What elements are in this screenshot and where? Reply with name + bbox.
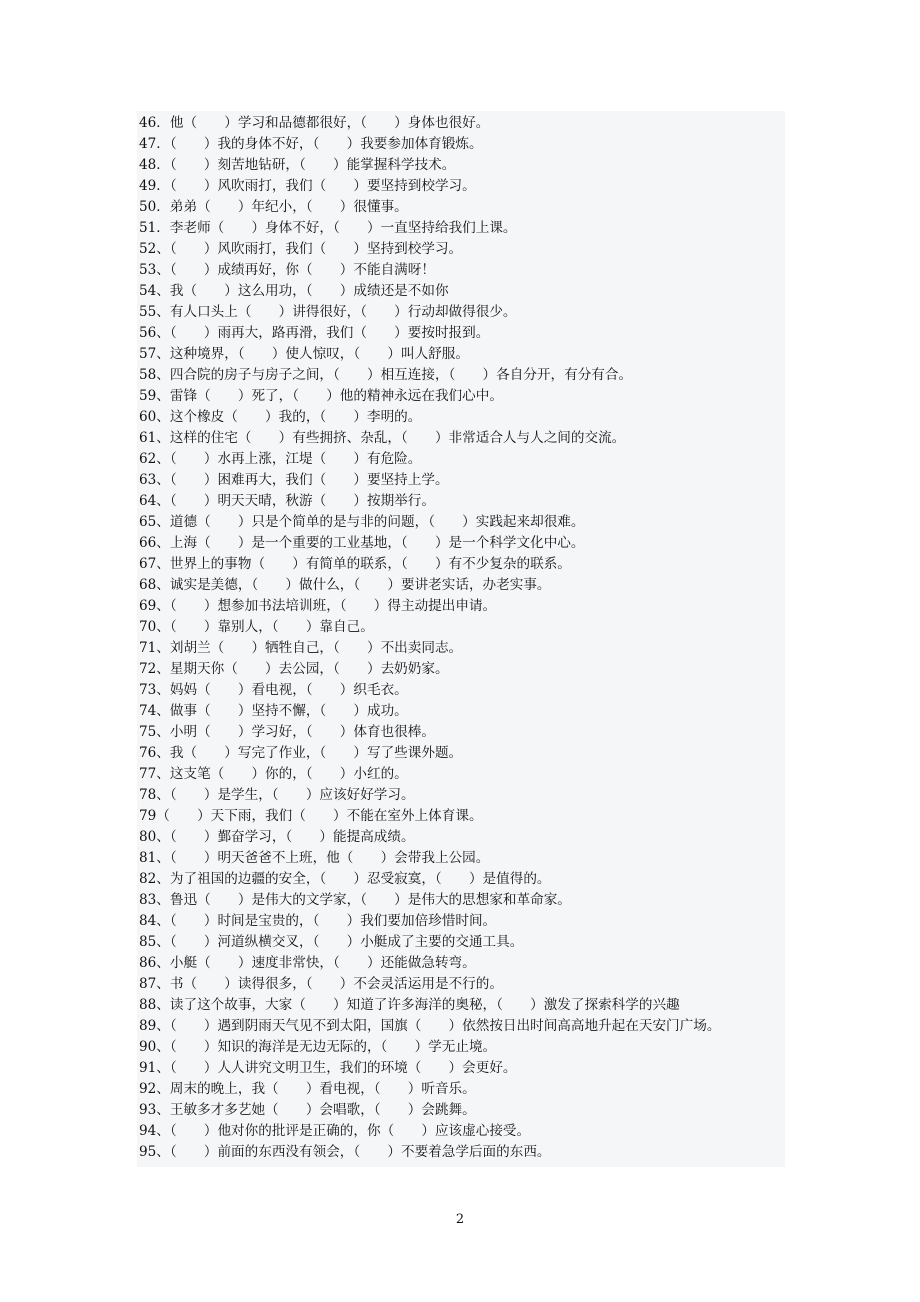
exercise-line: 52、（ ）风吹雨打，我们（ ）坚持到校学习。 bbox=[139, 241, 463, 257]
exercise-line: 90、（ ）知识的海洋是无边无际的，（ ）学无止境。 bbox=[139, 1039, 497, 1055]
exercise-line: 54、我（ ）这么用功，（ ）成绩还是不如你 bbox=[139, 283, 449, 299]
exercise-line: 92、周末的晚上，我（ ）看电视，（ ）听音乐。 bbox=[139, 1081, 476, 1097]
exercise-line: 95、（ ）前面的东西没有领会，（ ）不要着急学后面的东西。 bbox=[139, 1144, 551, 1160]
exercise-list bbox=[137, 111, 785, 1167]
exercise-line: 87、书（ ）读得很多，（ ）不会灵活运用是不行的。 bbox=[139, 976, 503, 992]
exercise-line: 82、为了祖国的边疆的安全，（ ）忍受寂寞，（ ）是值得的。 bbox=[139, 871, 551, 887]
exercise-line: 91、（ ）人人讲究文明卫生，我们的环境（ ）会更好。 bbox=[139, 1060, 517, 1076]
exercise-line: 59、雷锋（ ）死了，（ ）他的精神永远在我们心中。 bbox=[139, 388, 503, 404]
exercise-line: 47．（ ）我的身体不好，（ ）我要参加体育锻炼。 bbox=[139, 136, 483, 152]
exercise-line: 70、（ ）靠别人，（ ）靠自己。 bbox=[139, 619, 374, 635]
exercise-line: 65、道德（ ）只是个简单的是与非的问题，（ ）实践起来却很难。 bbox=[139, 514, 585, 530]
exercise-line: 58、四合院的房子与房子之间，（ ）相互连接，（ ）各自分开，有分有合。 bbox=[139, 367, 633, 383]
exercise-line: 69、（ ）想参加书法培训班，（ ）得主动提出申请。 bbox=[139, 598, 497, 614]
exercise-line: 79（ ）天下雨，我们（ ）不能在室外上体育课。 bbox=[139, 808, 483, 824]
exercise-line: 83、鲁迅（ ）是伟大的文学家，（ ）是伟大的思想家和革命家。 bbox=[139, 892, 571, 908]
exercise-line: 67、世界上的事物（ ）有简单的联系，（ ）有不少复杂的联系。 bbox=[139, 556, 571, 572]
exercise-line: 74、做事（ ）坚持不懈，（ ）成功。 bbox=[139, 703, 408, 719]
exercise-line: 77、这支笔（ ）你的，（ ）小红的。 bbox=[139, 766, 408, 782]
exercise-line: 75、小明（ ）学习好，（ ）体育也很棒。 bbox=[139, 724, 435, 740]
exercise-line: 86、小艇（ ）速度非常快，（ ）还能做急转弯。 bbox=[139, 955, 476, 971]
exercise-line: 56、（ ）雨再大，路再滑，我们（ ）要按时报到。 bbox=[139, 325, 490, 341]
exercise-line: 88、读了这个故事，大家（ ）知道了许多海洋的奥秘，（ ）激发了探索科学的兴趣 bbox=[139, 997, 680, 1013]
exercise-line: 63、（ ）困难再大，我们（ ）要坚持上学。 bbox=[139, 472, 449, 488]
exercise-line: 93、王敏多才多艺她（ ）会唱歌，（ ）会跳舞。 bbox=[139, 1102, 476, 1118]
exercise-line: 71、刘胡兰（ ）牺牲自己，（ ）不出卖同志。 bbox=[139, 640, 463, 656]
exercise-line: 55、有人口头上（ ）讲得很好，（ ）行动却做得很少。 bbox=[139, 304, 517, 320]
exercise-line: 73、妈妈（ ）看电视，（ ）织毛衣。 bbox=[139, 682, 408, 698]
exercise-line: 48．（ ）刻苦地钻研，（ ）能掌握科学技术。 bbox=[139, 157, 456, 173]
exercise-line: 62、（ ）水再上涨，江堤（ ）有危险。 bbox=[139, 451, 422, 467]
exercise-line: 46．他（ ）学习和品德都很好，（ ）身体也很好。 bbox=[139, 115, 490, 131]
exercise-line: 57、这种境界，（ ）使人惊叹，（ ）叫人舒服。 bbox=[139, 346, 469, 362]
exercise-line: 72、星期天你（ ）去公园，（ ）去奶奶家。 bbox=[139, 661, 449, 677]
exercise-line: 94、（ ）他对你的批评是正确的，你（ ）应该虚心接受。 bbox=[139, 1123, 531, 1139]
exercise-line: 61、这样的住宅（ ）有些拥挤、杂乱，（ ）非常适合人与人之间的交流。 bbox=[139, 430, 626, 446]
exercise-line: 53、（ ）成绩再好，你（ ）不能自满呀！ bbox=[139, 262, 435, 278]
page-number: 2 bbox=[455, 1212, 465, 1227]
exercise-line: 80、（ ）鄞奋学习，（ ）能提高成绩。 bbox=[139, 829, 415, 845]
exercise-line: 89、（ ）遇到阴雨天气见不到太阳，国旗（ ）依然按日出时间高高地升起在天安门广场。 bbox=[139, 1018, 721, 1034]
exercise-line: 49．（ ）风吹雨打，我们（ ）要坚持到校学习。 bbox=[139, 178, 476, 194]
exercise-line: 76、我（ ）写完了作业，（ ）写了些课外题。 bbox=[139, 745, 463, 761]
exercise-line: 64、（ ）明天天晴，秋游（ ）按期举行。 bbox=[139, 493, 435, 509]
exercise-line: 51．李老师（ ）身体不好，（ ）一直坚持给我们上课。 bbox=[139, 220, 517, 236]
exercise-line: 85、（ ）河道纵横交叉，（ ）小艇成了主要的交通工具。 bbox=[139, 934, 524, 950]
exercise-line: 66、上海（ ）是一个重要的工业基地，（ ）是一个科学文化中心。 bbox=[139, 535, 585, 551]
exercise-line: 68、诚实是美德，（ ）做什么，（ ）要讲老实话，办老实事。 bbox=[139, 577, 551, 593]
exercise-line: 81、（ ）明天爸爸不上班，他（ ）会带我上公园。 bbox=[139, 850, 490, 866]
exercise-line: 78、（ ）是学生，（ ）应该好好学习。 bbox=[139, 787, 415, 803]
exercise-line: 84、（ ）时间是宝贵的，（ ）我们要加倍珍惜时间。 bbox=[139, 913, 497, 929]
exercise-line: 50．弟弟（ ）年纪小，（ ）很懂事。 bbox=[139, 199, 408, 215]
exercise-line: 60、这个橡皮（ ）我的，（ ）李明的。 bbox=[139, 409, 422, 425]
